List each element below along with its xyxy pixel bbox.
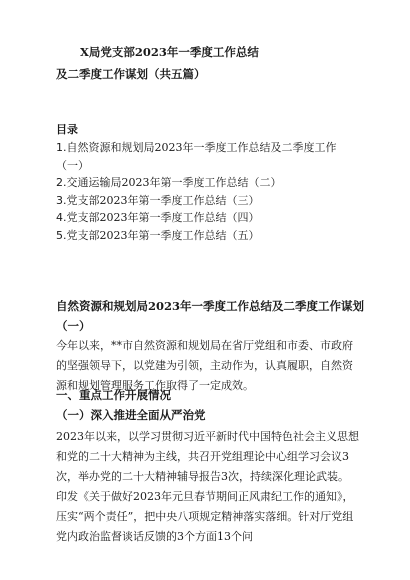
toc-item-number: 4. — [56, 211, 67, 224]
toc-item-3[interactable] — [56, 192, 356, 210]
toc-item-1[interactable] — [56, 139, 356, 174]
toc-item-number: 2. — [56, 176, 67, 189]
body-paragraph: 2023年以来，以学习贯彻习近平新时代中国特色社会主义思想和党的二十大精神为主线，共召开党组理论中心组学习会议3次，举办党的二十大精神辅导报告3次，持续深化理论武装。印发《关于做好2023年元旦春节期间正风肃纪工作的通知》，压实“两个责任”，把中央八项规定精神落实落细。针对厅党组党内政治监督谈话反馈的3个方面13个问 — [56, 430, 359, 543]
toc-heading: 目录 — [56, 123, 78, 136]
table-of-contents — [56, 139, 356, 244]
toc-item-text: 党支部2023年第一季度工作总结（四） — [66, 211, 260, 224]
heading-level-1: 一、重点工作开展情况 — [56, 388, 171, 402]
toc-item-5[interactable] — [56, 227, 356, 245]
toc-item-text: 党支部2023年第一季度工作总结（三） — [66, 193, 260, 207]
toc-item-number: 5. — [56, 228, 67, 242]
document-title-line-1: X局党支部2023年一季度工作总结 — [80, 45, 259, 59]
toc-item-number: 3. — [56, 193, 67, 207]
toc-item-2[interactable] — [56, 174, 356, 192]
document-title-line-2: 及二季度工作谋划（共五篇） — [56, 67, 206, 81]
toc-item-number: 1. — [56, 141, 67, 154]
toc-item-4[interactable] — [56, 209, 356, 227]
toc-item-text: 自然资源和规划局2023年一季度工作总结及二季度工作（一） — [56, 141, 337, 172]
toc-item-text: 交通运输局2023年第一季度工作总结（二） — [66, 176, 282, 189]
intro-paragraph: 今年以来，**市自然资源和规划局在省厅党组和市委、市政府的坚强领导下，以党建为引领，主动作为，认真履职，自然资源和规划管理服务工作取得了一定成效。 — [56, 339, 353, 392]
section-title: 自然资源和规划局2023年一季度工作总结及二季度工作谋划（一） — [56, 299, 365, 333]
heading-level-2: （一）深入推进全面从严治党 — [56, 408, 206, 422]
toc-item-text: 党支部2023年第一季度工作总结（五） — [66, 228, 260, 242]
